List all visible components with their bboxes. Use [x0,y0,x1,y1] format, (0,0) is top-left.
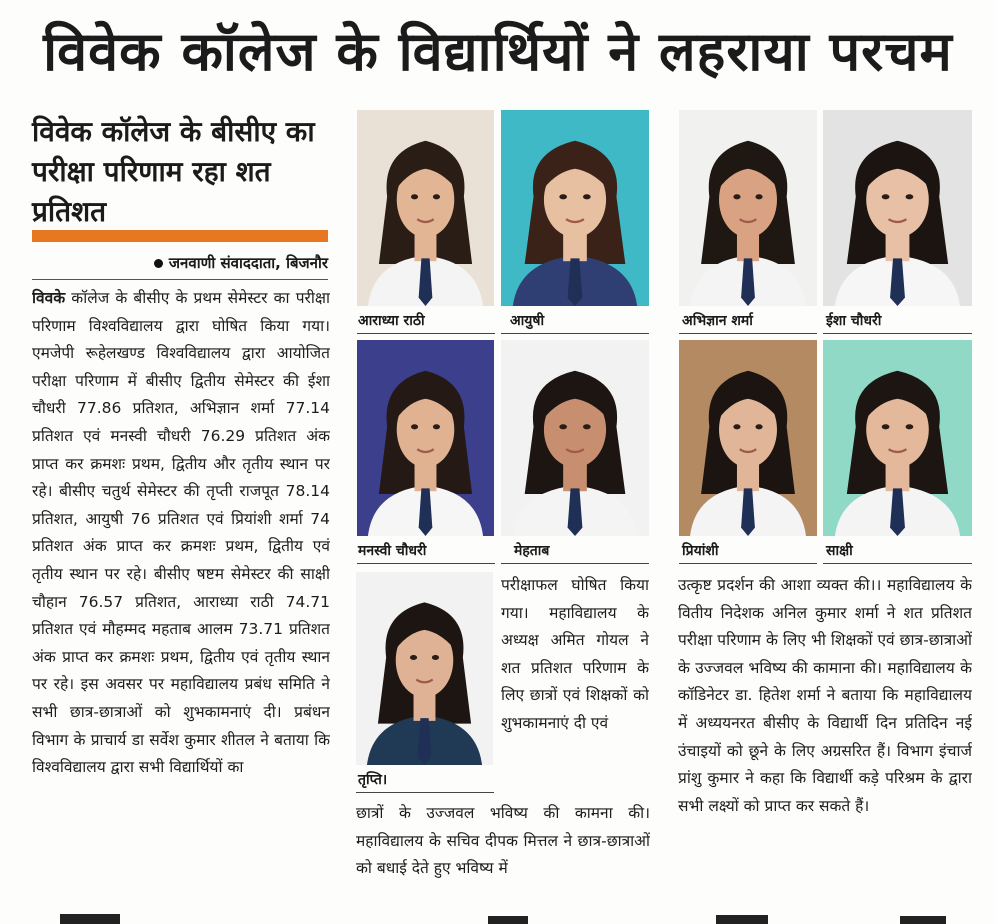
student-photo [357,110,494,306]
photo-caption: साक्षी [826,543,853,559]
photo-caption: अभिज्ञान शर्मा [682,313,753,329]
student-photo [501,110,649,306]
article-column-4: उत्कृष्ट प्रदर्शन की आशा व्यक्त की।। महाविद्यालय के वितीय निदेशक अनिल कुमार शर्मा ने शत प्रतिशत परीक्षा परिणाम के लिए भी शिक्षकों एवं छात्र-छात्राओं के उज्जवल भविष्य की कामाना की। महाविद्यालय के कॉडिनेटर डा. हितेश शर्मा ने बताया कि महाविद्यालय में अध्ययनरत बीसीए के विद्यार्थी दिन प्रतिदिन नई उंचाइयों को छूने के लिए अग्रसरित हैं। विभाग इंचार्ज प्रांशु कुमार ने कहा कि विद्यार्थी कड़े परिश्रम के द्वारा सभी लक्ष्यों को प्राप्त कर सकते हैं। [678,576,972,815]
byline-text: जनवाणी संवाददाता, बिजनौर [168,254,328,272]
photo-caption: प्रियांशी [682,543,719,559]
photo-caption: आयुषी [510,313,545,329]
bullet-icon [154,259,163,268]
caption-rule [501,563,649,564]
caption-rule [357,333,495,334]
byline [32,252,328,274]
photo-caption: आराध्या राठी [358,313,425,329]
student-photo [356,572,493,765]
student-photo [679,340,817,536]
student-photo [501,340,649,536]
caption-rule [357,563,495,564]
caption-rule [501,333,649,334]
article-column-3: छात्रों के उज्जवल भविष्य की कामना की। महाविद्यालय के सचिव दीपक मित्तल ने छात्र-छात्राओं को बधाई देते हुए भविष्य में [356,804,650,878]
caption-rule [356,792,494,793]
caption-rule [823,333,972,334]
caption-rule [679,563,817,564]
student-photo [823,340,972,536]
caption-rule [679,333,817,334]
article-column-1 [32,285,330,897]
caption-rule [823,563,972,564]
subheadline: विवेक कॉलेज के बीसीए का परीक्षा परिणाम रहा शत प्रतिशत [32,115,315,228]
student-photo [823,110,972,306]
photo-caption: मनस्वी चौधरी [358,543,427,559]
column-1-text: कॉलेज के बीसीए के प्रथम सेमेस्टर का परीक्षा परिणाम विश्वविद्यालय द्वारा घोषित किया गया। एमजेपी रूहेलखण्ड विश्वविद्यालय द्वारा आयोजित परीक्षा परिणाम में बीसीए द्वितीय सेमेस्टर की ईशा चौधरी 77.86 प्रतिशत, अभिज्ञान शर्मा 77.14 प्रतिशत एवं मनस्वी चौधरी 76.29 प्रतिशत अंक प्राप्त कर क्रमशः प्रथम, द्वितीय और तृतीय स्थान पर रहे। बीसीए चतुर्थ सेमेस्टर की तृप्ती राजपूत 78.14 प्रतिशत, आयुषी 76 प्रतिशत एवं प्रियांशी शर्मा 74 प्रतिशत अंक प्राप्त कर क्रमशः प्रथम, द्वितीय एवं तृतीय स्थान पर रहे। बीसीए षष्टम सेमेस्टर की साक्षी चौहान 76.57 प्रतिशत, आराध्या राठी 74.71 प्रतिशत एवं मौहम्मद महताब आलम 73.71 प्रतिशत अंक प्राप्त कर क्रमशः प्रथम, द्वितीय एवं तृतीय स्थान पर रहे। इस अवसर पर महाविद्यालय प्रबंध समिति ने सभी छात्र-छात्राओं को शुभकामनाएं दी। प्रबंधन विभाग के प्राचार्य डा सर्वेश कुमार शीतल ने बताया कि विश्वविद्यालय द्वारा सभी विद्यार्थियों का [32,289,330,777]
photo-caption: तृप्ति। [358,772,388,788]
photo-caption: मेहताब [514,543,550,559]
headline: विवेक कॉलेज के विद्यार्थियों ने लहराया परचम [43,20,953,83]
byline-rule [32,279,328,280]
lead-word: विवके [32,289,66,307]
next-article-strip [0,906,996,924]
photo-caption: ईशा चौधरी [826,313,882,329]
article-column-2: परीक्षाफल घोषित किया गया। महाविद्यालय के अध्यक्ष अमित गोयल ने शत प्रतिशत परिणाम के लिए छात्रों एवं शिक्षकों को शुभकामनाएं दी एवं [501,576,649,732]
accent-bar [32,230,328,242]
student-photo [679,110,817,306]
student-photo [357,340,494,536]
